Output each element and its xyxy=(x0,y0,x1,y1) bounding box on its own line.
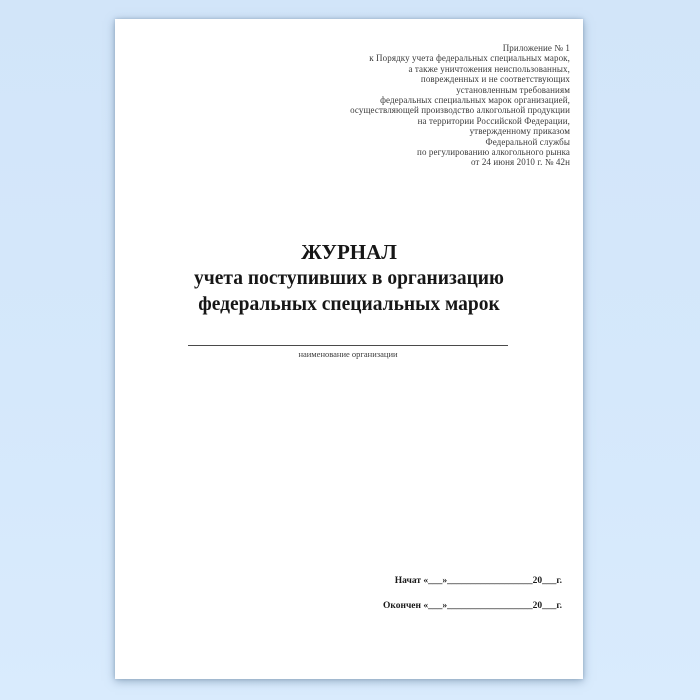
document-page xyxy=(115,19,583,679)
annex-line: к Порядку учета федеральных специальных марок, xyxy=(369,53,570,64)
date-started-row: Начат «___»__________________20___г. xyxy=(394,576,562,586)
journal-title-line-3: федеральных специальных марок xyxy=(198,294,500,315)
annex-line: Федеральной службы xyxy=(485,136,570,147)
annex-line: установленным требованиям xyxy=(456,84,570,95)
annex-line: а также уничтожения неиспользованных, xyxy=(408,63,570,74)
annex-line: Приложение № 1 xyxy=(502,43,570,53)
annex-line: по регулированию алкогольного рынка xyxy=(417,147,570,158)
annex-line: от 24 июня 2010 г. № 42н xyxy=(470,157,570,168)
annex-line: на территории Российской Федерации, xyxy=(417,115,570,126)
annex-reference-block xyxy=(350,43,570,168)
organization-name-fill-line xyxy=(188,345,508,346)
organization-name-block xyxy=(188,345,508,359)
journal-title xyxy=(115,239,583,318)
journal-title-word: ЖУРНАЛ xyxy=(301,240,397,264)
date-finished-row: Окончен «___»__________________20___г. xyxy=(382,601,562,611)
annex-line: поврежденных и не соответствующих xyxy=(420,74,570,85)
annex-line: утвержденному приказом xyxy=(469,126,570,137)
annex-line: федеральных специальных марок организацией, xyxy=(380,95,570,106)
journal-dates-block xyxy=(383,576,562,612)
journal-title-line-2: учета поступивших в организацию xyxy=(194,268,504,289)
organization-name-caption: наименование организации xyxy=(298,349,398,359)
annex-line: осуществляющей производство алкогольной продукции xyxy=(350,105,570,116)
